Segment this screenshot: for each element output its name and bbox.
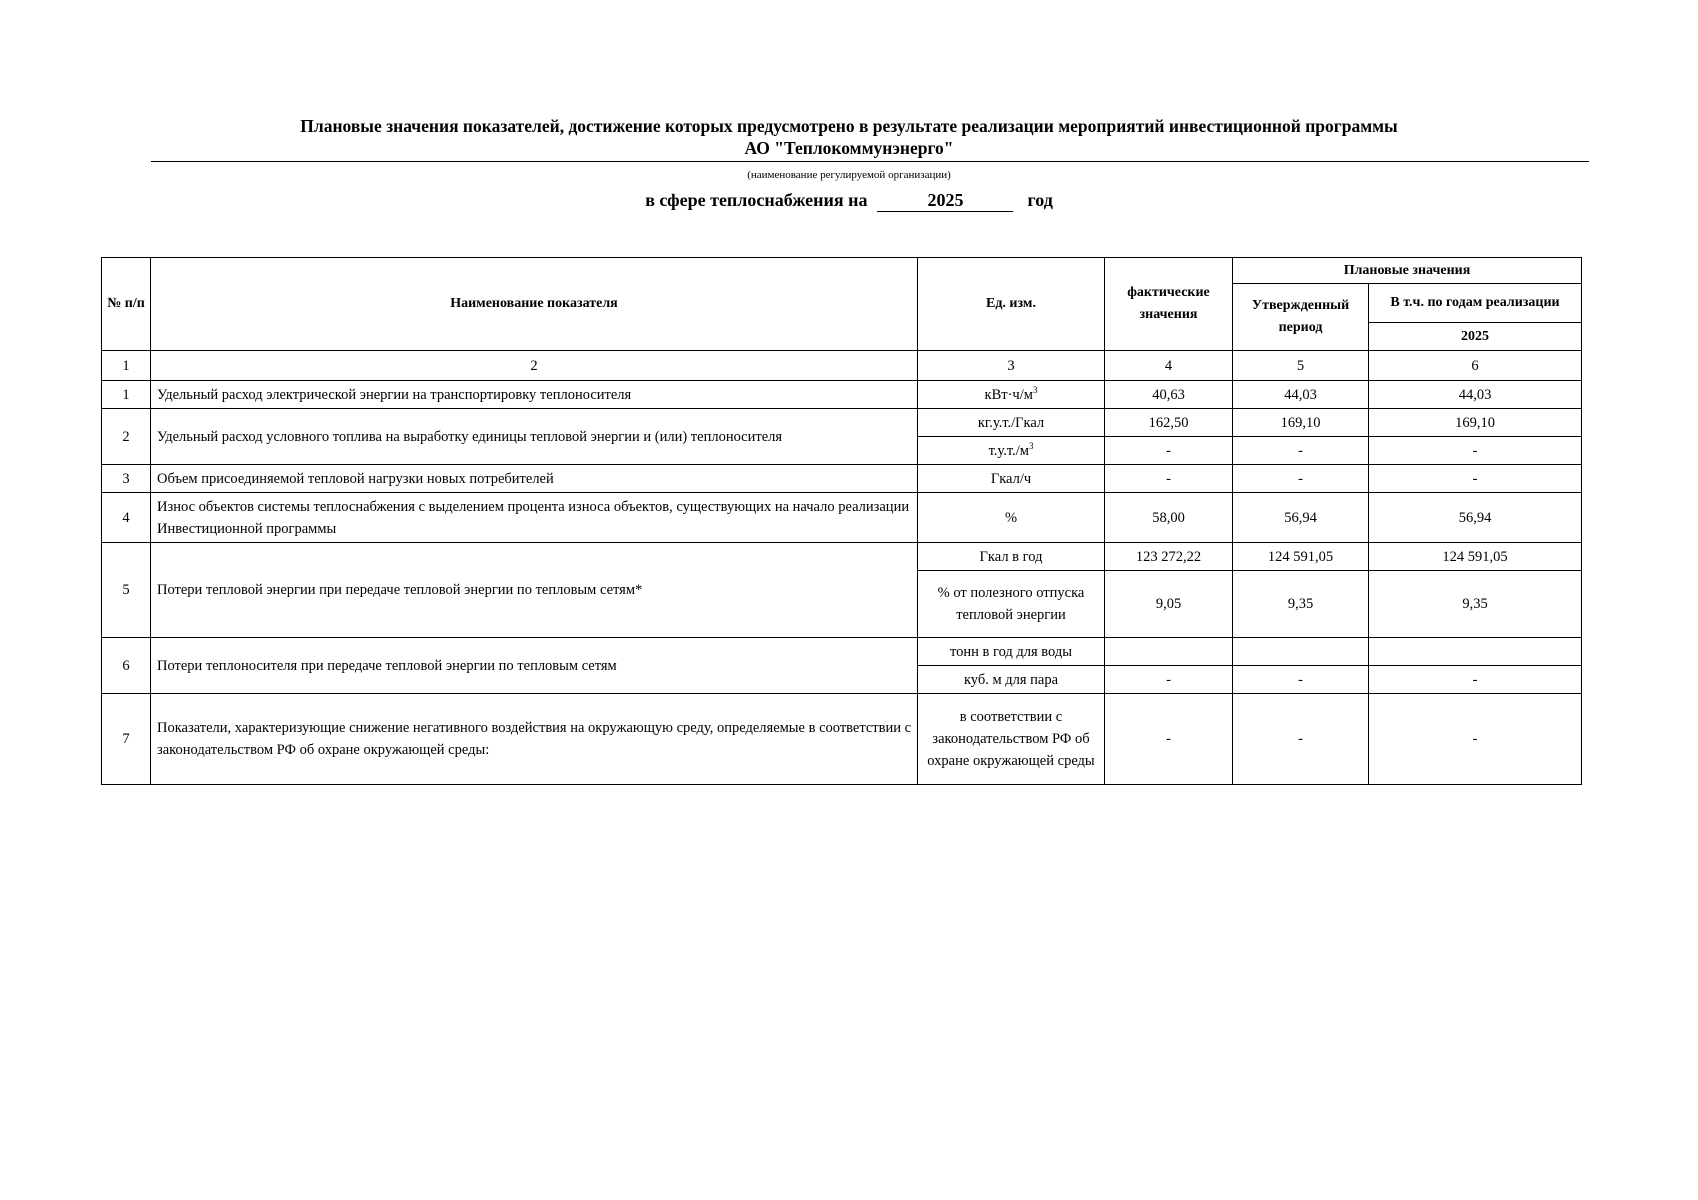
year-value xyxy=(1369,638,1582,666)
table-row xyxy=(102,493,1582,543)
approved-value: - xyxy=(1233,666,1369,694)
unit-cell xyxy=(918,638,1105,666)
year-value: 124 591,05 xyxy=(1369,543,1582,571)
table-row xyxy=(102,638,1582,666)
row-num: 1 xyxy=(102,381,151,409)
indicator-name: Показатели, характеризующие снижение негативного воздействия на окружающую среду, определяемые в соответствии с законодательством РФ об охране окружающей среды: xyxy=(151,694,918,785)
actual-value: - xyxy=(1105,437,1233,465)
approved-value xyxy=(1233,638,1369,666)
header-planned: Плановые значения xyxy=(1233,258,1582,284)
row-num: 2 xyxy=(102,409,151,465)
unit-text: т.у.т./м xyxy=(988,442,1029,459)
unit-text: % от полезного отпуска тепловой энергии xyxy=(937,585,1085,623)
unit-text: куб. м для пара xyxy=(963,671,1059,688)
indicator-name: Потери теплоносителя при передаче тепловой энергии по тепловым сетям xyxy=(151,638,918,694)
header-unit: Ед. изм. xyxy=(918,258,1105,351)
year-value: - xyxy=(1369,465,1582,493)
organization-underline xyxy=(151,161,1589,162)
column-number: 1 xyxy=(102,351,151,381)
approved-value: 56,94 xyxy=(1233,493,1369,543)
row-num: 5 xyxy=(102,543,151,638)
approved-value: - xyxy=(1233,465,1369,493)
year-value: - xyxy=(1369,694,1582,785)
sphere-line xyxy=(0,188,1698,212)
year-value: 56,94 xyxy=(1369,493,1582,543)
unit-cell xyxy=(918,694,1105,785)
indicator-name: Удельный расход электрической энергии на транспортировку теплоносителя xyxy=(151,381,918,409)
sphere-suffix: год xyxy=(1027,190,1053,210)
unit-cell xyxy=(918,666,1105,694)
actual-value xyxy=(1105,638,1233,666)
organization-name: АО "Теплокоммунэнерго" xyxy=(744,138,954,158)
year-value: 44,03 xyxy=(1369,381,1582,409)
column-number: 4 xyxy=(1105,351,1233,381)
table-row xyxy=(102,409,1582,437)
header-num: № п/п xyxy=(102,258,151,351)
sphere-prefix: в сфере теплоснабжения на xyxy=(645,190,868,210)
unit-text: кВт·ч/м xyxy=(984,386,1033,403)
actual-value: 58,00 xyxy=(1105,493,1233,543)
year-value: - xyxy=(1369,666,1582,694)
unit-cell xyxy=(918,493,1105,543)
year-value: 9,35 xyxy=(1369,571,1582,638)
unit-superscript: 3 xyxy=(1028,440,1034,451)
header-by-years: В т.ч. по годам реализации xyxy=(1369,284,1582,323)
indicator-name: Износ объектов системы теплоснабжения с выделением процента износа объектов, существующих на начало реализации Инвестиционной программы xyxy=(151,493,918,543)
approved-value: - xyxy=(1233,694,1369,785)
actual-value: - xyxy=(1105,465,1233,493)
unit-text: % xyxy=(1004,509,1018,526)
unit-text: Гкал/ч xyxy=(990,470,1032,487)
column-number: 6 xyxy=(1369,351,1582,381)
sphere-year: 2025 xyxy=(877,189,1013,212)
table-row xyxy=(102,694,1582,785)
unit-cell xyxy=(918,381,1105,409)
approved-value: 9,35 xyxy=(1233,571,1369,638)
table-row xyxy=(102,543,1582,571)
actual-value: 40,63 xyxy=(1105,381,1233,409)
indicator-name: Удельный расход условного топлива на выработку единицы тепловой энергии и (или) теплоносителя xyxy=(151,409,918,465)
year-value: - xyxy=(1369,437,1582,465)
document-title xyxy=(0,115,1698,159)
header-year: 2025 xyxy=(1369,323,1582,351)
approved-value: - xyxy=(1233,437,1369,465)
unit-superscript: 3 xyxy=(1032,384,1038,395)
approved-value: 169,10 xyxy=(1233,409,1369,437)
column-number: 5 xyxy=(1233,351,1369,381)
unit-text: кг.у.т./Гкал xyxy=(977,414,1045,431)
indicator-name: Объем присоединяемой тепловой нагрузки новых потребителей xyxy=(151,465,918,493)
unit-cell xyxy=(918,543,1105,571)
unit-cell xyxy=(918,571,1105,638)
column-numbers-row xyxy=(102,351,1582,381)
approved-value: 124 591,05 xyxy=(1233,543,1369,571)
actual-value: - xyxy=(1105,666,1233,694)
actual-value: 123 272,22 xyxy=(1105,543,1233,571)
header-approved-period: Утвержденный период xyxy=(1233,284,1369,351)
year-value: 169,10 xyxy=(1369,409,1582,437)
unit-text: Гкал в год xyxy=(979,548,1043,565)
unit-cell xyxy=(918,465,1105,493)
unit-text: тонн в год для воды xyxy=(949,643,1073,660)
actual-value: 9,05 xyxy=(1105,571,1233,638)
organization-caption: (наименование регулируемой организации) xyxy=(747,169,951,181)
indicators-table xyxy=(101,257,1582,785)
row-num: 3 xyxy=(102,465,151,493)
indicator-name: Потери тепловой энергии при передаче тепловой энергии по тепловым сетям* xyxy=(151,543,918,638)
column-number: 2 xyxy=(151,351,918,381)
table-row xyxy=(102,381,1582,409)
actual-value: - xyxy=(1105,694,1233,785)
row-num: 6 xyxy=(102,638,151,694)
approved-value: 44,03 xyxy=(1233,381,1369,409)
unit-cell xyxy=(918,437,1105,465)
title-line: Плановые значения показателей, достижение которых предусмотрено в результате реализации мероприятий инвестиционной программы xyxy=(300,116,1398,136)
unit-cell xyxy=(918,409,1105,437)
header-actual: фактические значения xyxy=(1105,258,1233,351)
row-num: 7 xyxy=(102,694,151,785)
row-num: 4 xyxy=(102,493,151,543)
table-row xyxy=(102,465,1582,493)
header-name: Наименование показателя xyxy=(151,258,918,351)
column-number: 3 xyxy=(918,351,1105,381)
unit-text: в соответствии с законодательством РФ об охране окружающей среды xyxy=(927,709,1095,769)
actual-value: 162,50 xyxy=(1105,409,1233,437)
